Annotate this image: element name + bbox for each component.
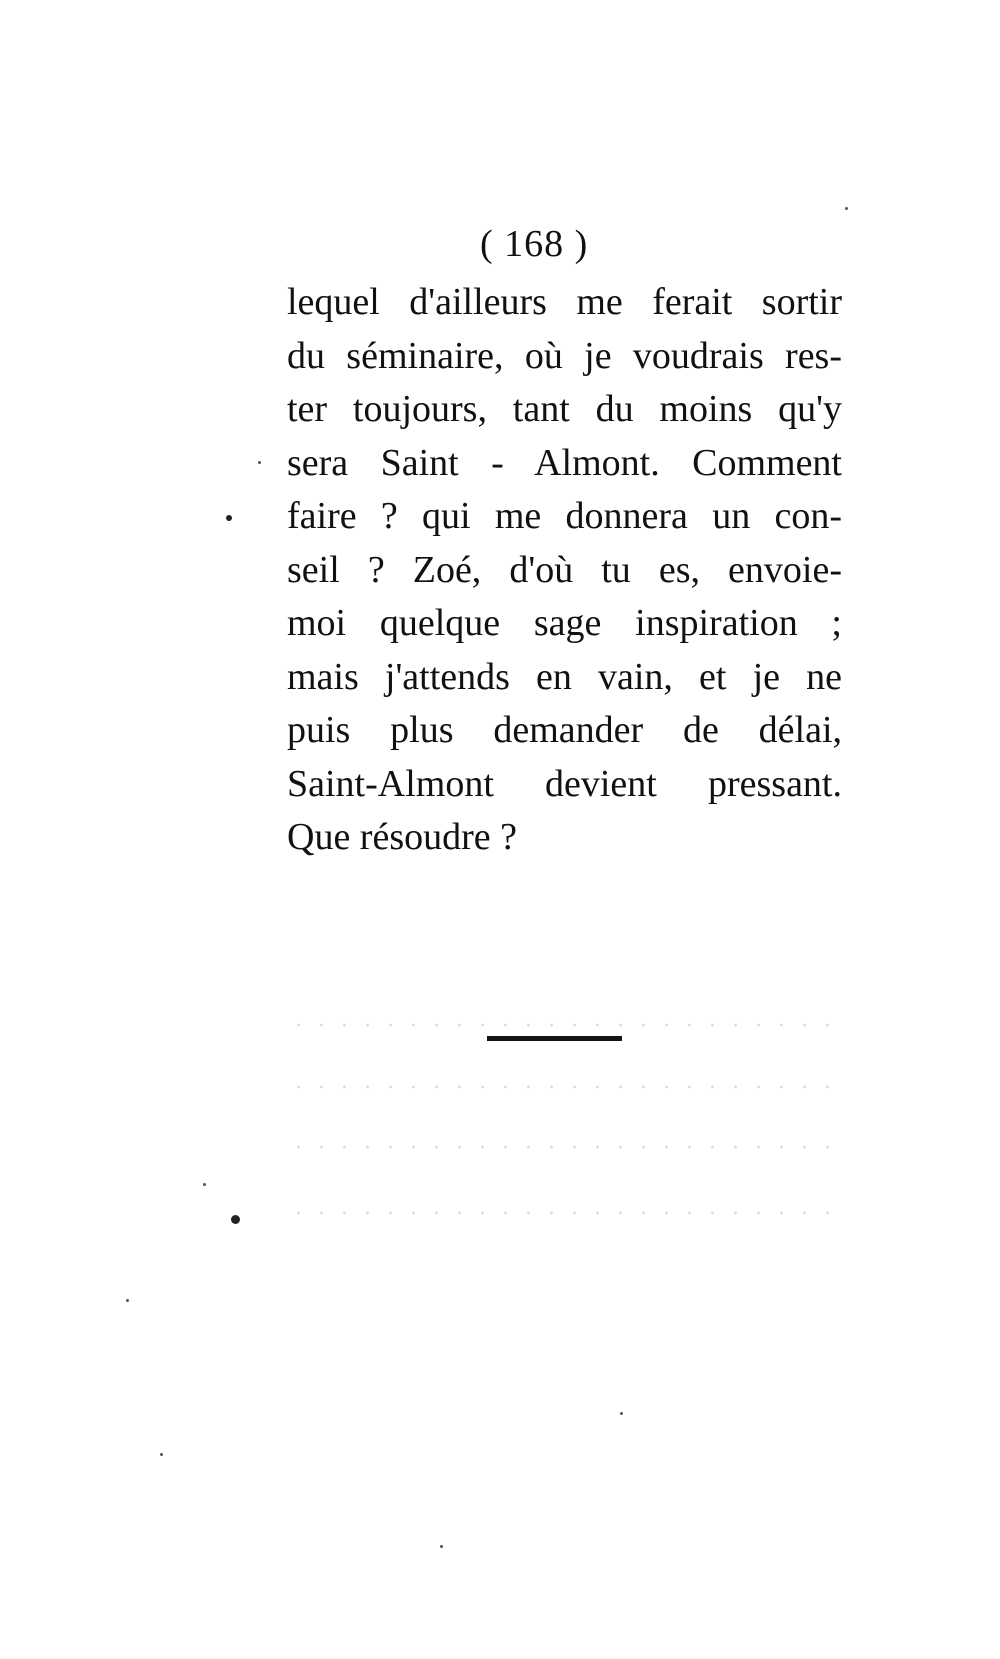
text-line: puis plus demander de délai, xyxy=(287,709,842,751)
text-line: ter toujours, tant du moins qu'y xyxy=(287,388,842,430)
ink-speck xyxy=(231,1215,240,1224)
text-line: faire ? qui me donnera un con- xyxy=(287,495,842,537)
page-number: ( 168 ) xyxy=(480,223,589,265)
text-line: Saint-Almont devient pressant. xyxy=(287,762,842,805)
body-text xyxy=(287,276,842,865)
text-line: lequel d'ailleurs me ferait sortir xyxy=(287,281,842,323)
bleed-through-row xyxy=(287,1142,847,1152)
text-line: du séminaire, où je voudrais res- xyxy=(287,334,842,377)
ink-speck xyxy=(160,1453,163,1456)
ink-speck xyxy=(440,1545,443,1548)
text-line: sera Saint - Almont. Comment xyxy=(287,441,842,484)
bleed-through-row xyxy=(287,1082,847,1092)
text-line: mais j'attends en vain, et je ne xyxy=(287,655,842,698)
text-line: moi quelque sage inspiration ; xyxy=(287,602,842,644)
bleed-through-row xyxy=(287,1208,847,1218)
section-divider-rule xyxy=(487,1036,622,1041)
ink-speck xyxy=(226,515,232,521)
text-line: Que résoudre ? xyxy=(287,816,518,858)
ink-speck xyxy=(620,1412,623,1415)
ink-speck xyxy=(258,461,261,464)
ink-speck xyxy=(203,1183,206,1186)
ink-speck xyxy=(845,207,848,210)
ink-speck xyxy=(126,1299,129,1302)
text-line: seil ? Zoé, d'où tu es, envoie- xyxy=(287,548,842,591)
bleed-through-row xyxy=(287,1020,847,1030)
